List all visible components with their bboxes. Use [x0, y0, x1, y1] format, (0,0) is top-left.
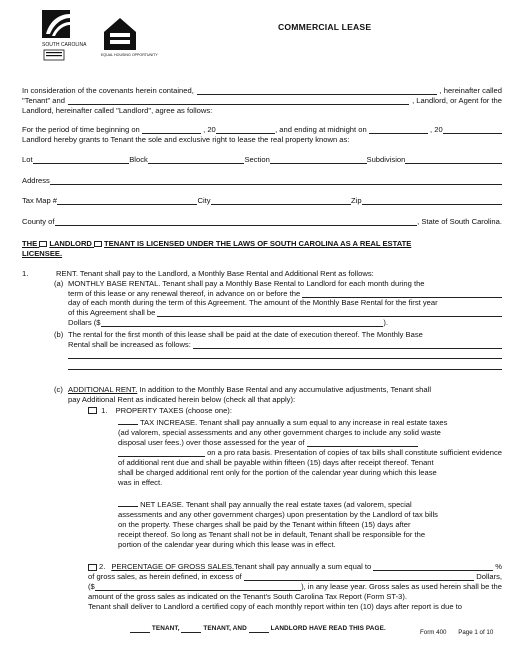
end-date-field[interactable] — [369, 126, 428, 134]
city-label: City — [197, 196, 211, 205]
intro-line-3: Landlord, hereinafter called "Landlord", agree as follows: — [22, 106, 213, 115]
intro-text: , Landlord, or Agent for the — [412, 96, 502, 105]
equal-housing-icon — [100, 14, 158, 62]
gross-sales-checkbox[interactable] — [88, 564, 97, 571]
intro-text: In consideration of the covenants herein contained, — [22, 86, 194, 95]
gross-percent-field[interactable] — [373, 563, 493, 571]
item-a-text: Dollars ($ — [68, 318, 101, 327]
section-field[interactable] — [270, 156, 367, 164]
state-text: , State of South Carolina. — [417, 217, 502, 226]
logo-sc-text: SOUTH CAROLINA — [42, 42, 87, 48]
additional-rent-title: ADDITIONAL RENT. — [68, 385, 138, 394]
increase-line-3[interactable] — [68, 369, 502, 370]
net-lease-line-5: portion of the calendar year during which this lease was in effect. — [118, 540, 336, 549]
item-c-text: In addition to the Monthly Base Rental and any accumulative adjustments, Tenant shall — [137, 385, 432, 394]
form-label: Form 400 — [420, 629, 447, 636]
net-lease-title: NET LEASE. — [140, 500, 184, 509]
gross-sales-text: ($ — [88, 582, 95, 591]
footer-text: TENANT, AND — [203, 625, 247, 632]
intro-line-1 — [22, 86, 502, 95]
initials-footer — [130, 625, 386, 633]
gross-sales-text: Tenant shall pay annually a sum equal to — [234, 562, 372, 571]
item-b-line-2 — [68, 340, 502, 349]
license-text: TENANT IS LICENSED UNDER THE LAWS OF SOUTH CAROLINA AS A REAL ESTATE — [104, 239, 412, 248]
landlord-name-field[interactable] — [68, 97, 409, 105]
increase-field[interactable] — [193, 341, 502, 349]
footer-text: TENANT, — [151, 625, 180, 632]
south-carolina-logo — [40, 8, 87, 66]
item-a-line-2 — [68, 289, 502, 298]
intro-text: , 20 — [203, 125, 216, 134]
intro-line-2 — [22, 96, 502, 105]
county-label: County of — [22, 217, 55, 226]
gross-sales-line-2 — [88, 572, 502, 581]
tax-increase-line-4 — [118, 448, 502, 457]
tenant-initials-2[interactable] — [181, 627, 201, 633]
rent-amount-field[interactable] — [101, 319, 384, 327]
lot-field[interactable] — [33, 156, 130, 164]
net-lease-line-2: assessments and any other government charges) upon presentation by the Landlord of tax bills — [118, 510, 438, 519]
property-taxes-title: PROPERTY TAXES (choose one): — [115, 406, 232, 415]
item-a-text: of this Agreement shall be — [68, 308, 156, 317]
gross-sales-line-3 — [88, 582, 502, 591]
document-title: COMMERCIAL LEASE — [278, 22, 372, 32]
lot-label: Lot — [22, 155, 33, 164]
tax-map-label: Tax Map # — [22, 196, 58, 205]
tax-increase-line-1 — [118, 418, 502, 427]
county-line — [22, 217, 502, 226]
form-number — [420, 629, 493, 637]
section-label: Section — [244, 155, 270, 164]
subdivision-label: Subdivision — [366, 155, 406, 164]
tenant-licensed-checkbox[interactable] — [94, 241, 102, 247]
gross-sales-text: of gross sales, as herein defined, in excess of — [88, 572, 242, 581]
tax-increase-title: TAX INCREASE. — [139, 418, 198, 427]
item-b-label: (b) — [54, 330, 64, 339]
landlord-licensed-checkbox[interactable] — [39, 241, 47, 247]
license-text: LANDLORD — [49, 239, 92, 248]
section-number: 1. — [22, 269, 29, 278]
item-a-text: term of this lease or any renewal thereof, in advance on or before the — [68, 289, 301, 298]
license-text: THE — [22, 239, 38, 248]
gross-sales-line-5: Tenant shall deliver to Landlord a certified copy of each monthly report within ten (10) days after report is due to — [88, 602, 462, 611]
term-line — [22, 125, 502, 134]
license-line-2: LICENSEE. — [22, 249, 63, 258]
net-lease-line-1 — [118, 500, 502, 509]
tax-increase-line-3 — [118, 438, 418, 447]
gross-sales-title: PERCENTAGE OF GROSS SALES. — [111, 562, 234, 571]
taxmap-line — [22, 196, 502, 205]
item-c-line-1 — [68, 385, 502, 394]
county-field[interactable] — [55, 218, 418, 226]
subdivision-field[interactable] — [405, 156, 502, 164]
landlord-initials[interactable] — [249, 627, 269, 633]
intro-text: , hereinafter called — [439, 86, 502, 95]
palmetto-icon — [40, 8, 87, 66]
item-c-label: (c) — [54, 385, 63, 394]
net-lease-checkbox[interactable] — [118, 501, 138, 507]
gross-sales-text: ), in any lease year. Gross sales as used herein shall be the — [301, 582, 502, 591]
grant-line: Landlord hereby grants to Tenant the sole and exclusive right to lease the real property known as: — [22, 135, 350, 144]
tax-map-field[interactable] — [57, 197, 197, 205]
license-line — [22, 239, 502, 248]
gross-sales-text: Dollars, — [476, 572, 502, 581]
footer-text: LANDLORD HAVE READ THIS PAGE. — [270, 625, 386, 632]
property-taxes-checkbox[interactable] — [88, 407, 97, 414]
page-number: Page 1 of 10 — [458, 629, 494, 636]
block-field[interactable] — [148, 156, 245, 164]
item-a-line-3: day of each month during the term of this Agreement. The amount of the Monthly Base Rental for the first year — [68, 298, 438, 307]
item-a-line-4 — [68, 308, 502, 317]
property-taxes-line — [88, 406, 232, 415]
zip-field[interactable] — [362, 197, 502, 205]
equal-housing-logo — [100, 14, 158, 62]
tax-increase-line-6: shall be charged additional rent only for the portion of the calendar year during which this lease — [118, 468, 437, 477]
gross-sales-number: 2. — [99, 562, 106, 571]
address-field[interactable] — [50, 177, 502, 185]
address-label: Address — [22, 176, 50, 185]
start-date-field[interactable] — [142, 126, 201, 134]
gross-threshold-amount-field[interactable] — [95, 583, 301, 591]
tax-blank-field[interactable] — [118, 449, 205, 457]
start-year-field[interactable] — [216, 126, 275, 134]
intro-text: , and ending at midnight on — [275, 125, 367, 134]
gross-threshold-field[interactable] — [244, 573, 475, 581]
item-a-label: (a) — [54, 279, 64, 288]
item-c-line-2: pay Additional Rent as indicated herein below (check all that apply): — [68, 395, 296, 404]
net-lease-line-4: receipt thereof. So long as Tenant shall not be in default, Tenant shall be responsible for the — [118, 530, 426, 539]
block-label: Block — [129, 155, 148, 164]
gross-sales-text: % — [495, 562, 502, 571]
intro-text: For the period of time beginning on — [22, 125, 140, 134]
net-lease-text: Tenant shall pay annually the real estate taxes (ad valorem, special — [183, 500, 412, 509]
item-b-line-1: The rental for the first month of this lease shall be paid at the date of execution thereof. The Monthly Base — [68, 330, 423, 339]
logo-eho-text: EQUAL HOUSING OPPORTUNITY — [101, 53, 158, 57]
tenant-name-field[interactable] — [197, 87, 437, 95]
tax-increase-line-2: (ad valorem, special assessments and any other government charges to include any solid waste — [118, 428, 441, 437]
tenant-initials-1[interactable] — [130, 627, 150, 633]
increase-line-2[interactable] — [68, 358, 502, 359]
intro-text: , 20 — [430, 125, 443, 134]
property-line-1 — [22, 155, 502, 164]
gross-sales-line-4: amount of the gross sales as indicated on the Tenant's South Carolina Tax Report (Form ST-3). — [88, 592, 408, 601]
item-a-line-5 — [68, 318, 388, 327]
tax-increase-line-7: was in effect. — [118, 478, 163, 487]
tax-year-field[interactable] — [307, 439, 418, 447]
rent-amount-words-field[interactable] — [157, 309, 502, 317]
tax-increase-text: disposal user fees.) over those assessed for the year of — [118, 438, 305, 447]
property-taxes-number: 1. — [101, 406, 108, 415]
city-field[interactable] — [211, 197, 351, 205]
tax-increase-checkbox[interactable] — [118, 419, 138, 425]
tax-increase-line-5: of additional rent due and shall be payable within fifteen (15) days after receipt thereof. Tenant — [118, 458, 434, 467]
item-a-text: ). — [383, 318, 388, 327]
item-b-text: Rental shall be increased as follows: — [68, 340, 191, 349]
gross-sales-line-1 — [88, 562, 502, 571]
address-line — [22, 176, 502, 185]
tax-increase-text: on a pro rata basis. Presentation of copies of tax bills shall constitute sufficient evidence — [207, 448, 502, 457]
net-lease-line-3: on the property. These charges shall be paid by the Tenant within fifteen (15) days after — [118, 520, 411, 529]
end-year-field[interactable] — [443, 126, 502, 134]
item-a-line-1: MONTHLY BASE RENTAL. Tenant shall pay a Monthly Base Rental to Landlord for each month during the — [68, 279, 425, 288]
rent-heading: RENT. Tenant shall pay to the Landlord, a Monthly Base Rental and Additional Rent as follows: — [56, 269, 374, 278]
intro-text: "Tenant" and — [22, 96, 65, 105]
tax-increase-text: Tenant shall pay annually a sum equal to any increase in real estate taxes — [197, 418, 448, 427]
zip-label: Zip — [351, 196, 362, 205]
